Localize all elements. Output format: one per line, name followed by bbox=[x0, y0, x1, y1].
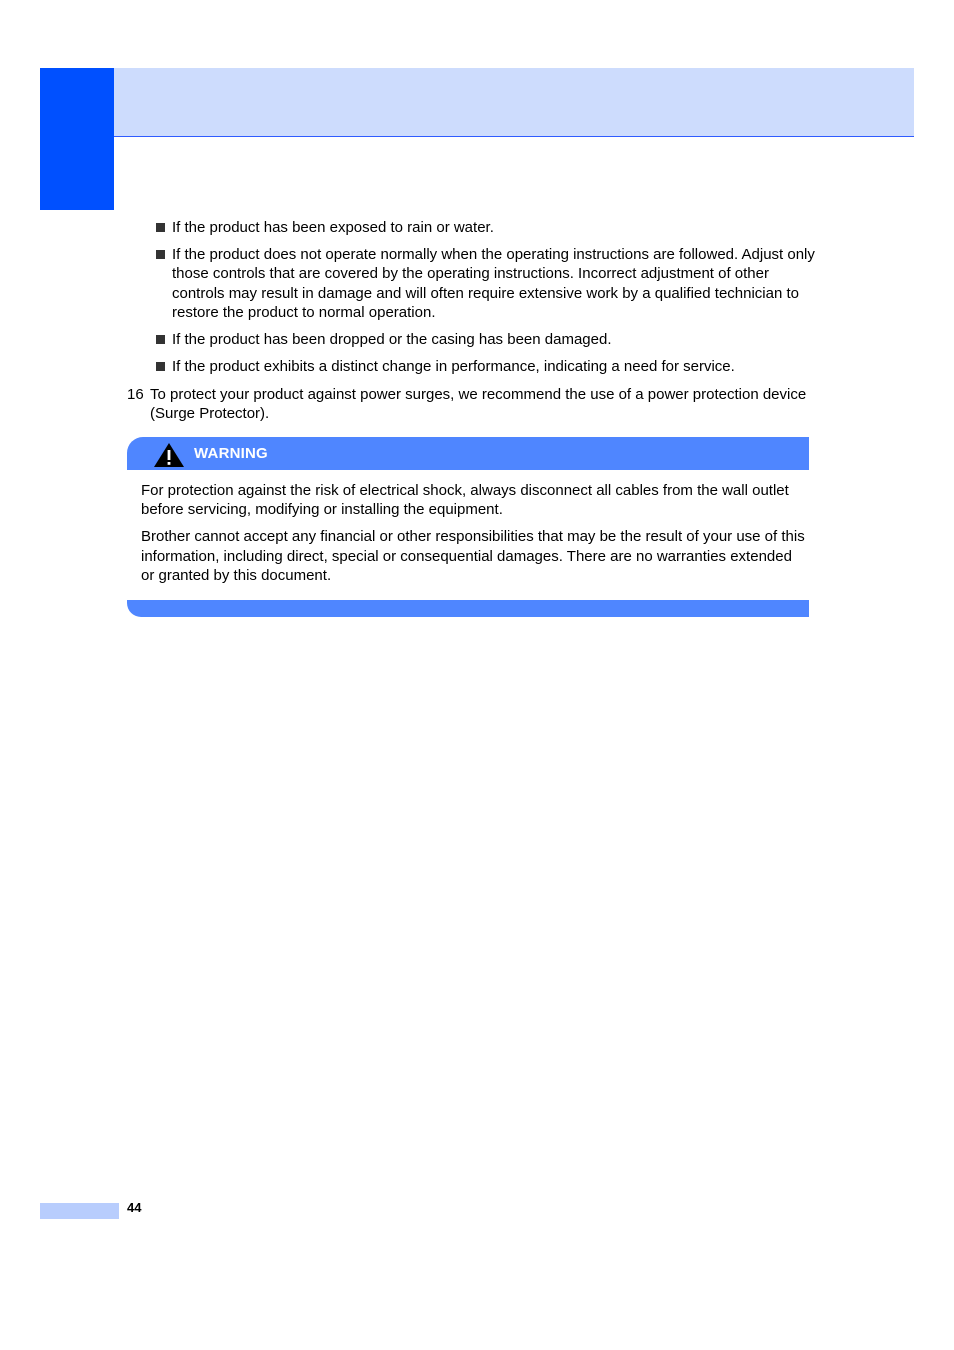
item-text: To protect your product against power surges, we recommend the use of a power protection device (Surge Protector). bbox=[150, 386, 807, 423]
list-item bbox=[155, 330, 815, 349]
list-item bbox=[155, 357, 815, 376]
header-band bbox=[114, 68, 914, 137]
warning-paragraph: Brother cannot accept any financial or other responsibilities that may be the result of your use of this information, including direct, special or consequential damages. There are no warranties extended or granted by this document. bbox=[141, 528, 805, 584]
list-item-text: If the product exhibits a distinct change in performance, indicating a need for service. bbox=[172, 358, 735, 376]
list-item-text: If the product has been dropped or the casing has been damaged. bbox=[172, 331, 612, 349]
warning-header bbox=[127, 437, 809, 470]
square-bullet-icon bbox=[156, 250, 165, 259]
page-tab bbox=[40, 1203, 119, 1219]
warning-label: WARNING bbox=[194, 445, 268, 462]
list-item bbox=[155, 245, 815, 322]
warning-paragraph: For protection against the risk of electrical shock, always disconnect all cables from the wall outlet before servicing, modifying or installing the equipment. bbox=[141, 482, 789, 519]
page-number: 44 bbox=[127, 1200, 142, 1215]
item-number: 16 bbox=[127, 386, 144, 403]
chapter-tab bbox=[40, 68, 114, 210]
warning-body bbox=[141, 481, 809, 593]
list-item-text: If the product does not operate normally when the operating instructions are followed. Adjust only those controls that are covered by the operating instructions. Incorrect adjustment of other controls may result in damage and will often require extensive work by a qualified technician to restore the product to normal operation. bbox=[172, 246, 815, 321]
bullet-list bbox=[155, 218, 815, 384]
warning-triangle-icon bbox=[153, 442, 185, 468]
list-item-text: If the product has been exposed to rain or water. bbox=[172, 219, 494, 236]
square-bullet-icon bbox=[156, 223, 165, 232]
warning-footer-bar bbox=[127, 600, 809, 617]
square-bullet-icon bbox=[156, 335, 165, 344]
square-bullet-icon bbox=[156, 362, 165, 371]
list-item bbox=[155, 218, 815, 237]
numbered-item-16 bbox=[127, 385, 817, 423]
